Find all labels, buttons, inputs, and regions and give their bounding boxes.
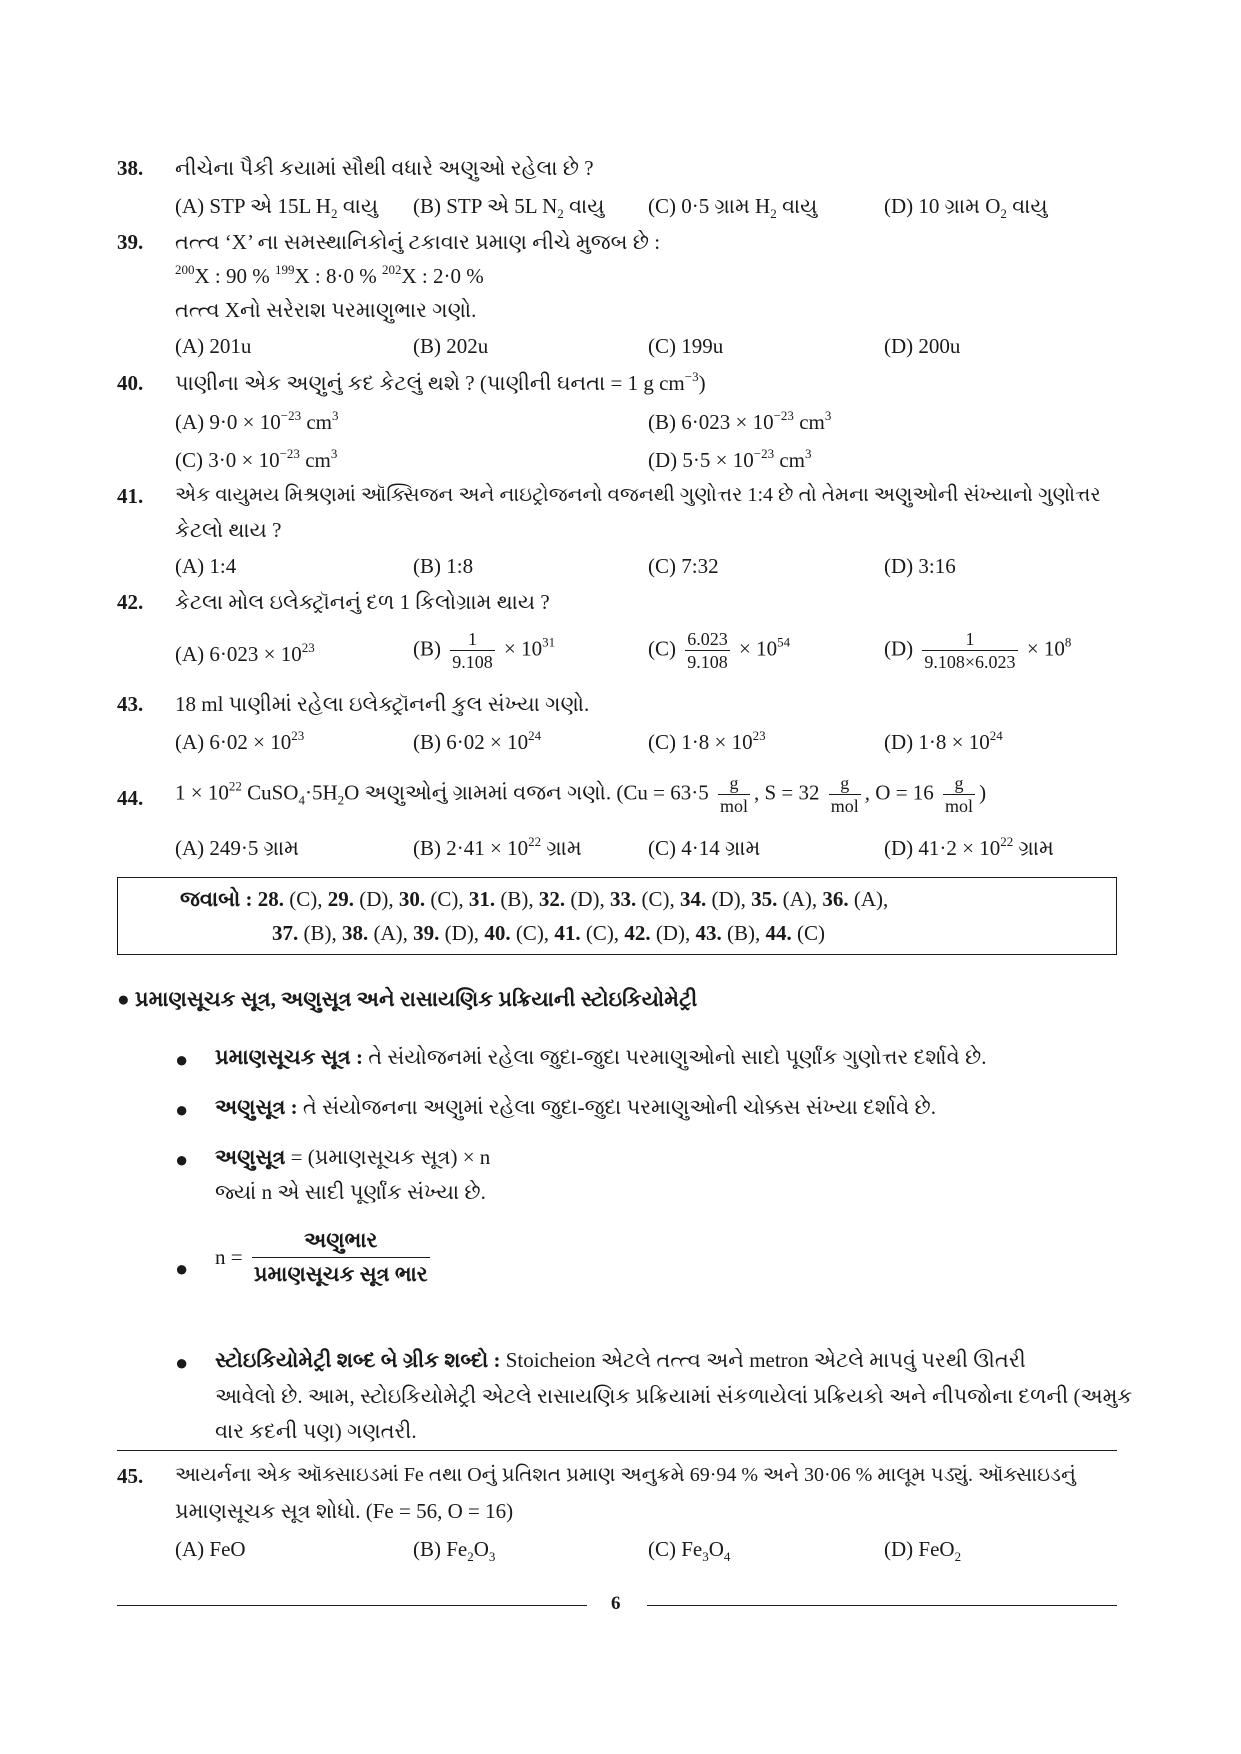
option-b: (B) $\frac{1}{9.108}$ × $10^{31}$	[413, 629, 556, 672]
answer-value: (A),	[373, 921, 408, 945]
unit-fraction: $\frac{g}{\text{mol}}$	[830, 773, 859, 816]
answer-number: 30.	[398, 887, 426, 911]
option-b: (B) $6\cdot 02 \times 10^{24}$	[413, 728, 542, 754]
option-d: (D) 200u	[884, 334, 961, 358]
option-a: (A) 201u	[175, 334, 252, 358]
option-c: (C) 0·5 ગ્રામ $H_2$ વાયુ	[648, 194, 818, 221]
question-text-line: પ્રમાણસૂચક સૂત્ર શોધો. (Fe = 56, O = 16)	[175, 1499, 514, 1523]
answer-number: 43.	[695, 921, 722, 945]
answer-number: 32.	[538, 887, 566, 911]
answer-value: (A),	[853, 887, 889, 911]
fraction: $\frac{6.023}{9.108}$	[687, 629, 728, 672]
question-text: તત્ત્વ ‘X’ ના સમસ્થાનિકોનું ટકાવાર પ્રમાણ નીચે મુજબ છે :	[175, 230, 661, 254]
bullet-icon: ●	[175, 1097, 189, 1122]
answer-number: 37.	[272, 921, 299, 945]
option-a: (A) $6\cdot 02 \times 10^{23}$	[175, 728, 305, 754]
answer-value: (C),	[585, 921, 620, 945]
bullet-icon: ●	[175, 1256, 189, 1281]
option-c: (C) $Fe_3O_4$	[648, 1537, 731, 1564]
answer-value: (B),	[500, 887, 534, 911]
question-text: કેટલા મોલ ઇલેક્ટ્રૉનનું દળ 1 કિલોગ્રામ થાય ?	[175, 590, 550, 614]
answer-value: (A),	[782, 887, 818, 911]
option-b: (B) 1:8	[413, 554, 474, 578]
option-a: (A) $6\cdot 023 \times 10^{23}$	[175, 640, 315, 666]
bullet-icon: ●	[175, 1350, 189, 1375]
answer-value: (D),	[570, 887, 605, 911]
option-b: (B) $2\cdot 41 \times 10^{22}$ ગ્રામ	[413, 834, 582, 860]
option-d: (D) $1\cdot 8 \times 10^{24}$	[884, 728, 1003, 754]
bullet-icon: ●	[175, 1047, 189, 1072]
answer-number: 42.	[624, 921, 651, 945]
answers-row-2	[272, 921, 825, 946]
answer-number: 44.	[765, 921, 792, 945]
answer-number: 33.	[610, 887, 637, 911]
answer-number: 39.	[413, 921, 440, 945]
option-c: (C) 4·14 ગ્રામ	[648, 836, 761, 860]
answer-number: 40.	[484, 921, 511, 945]
unit-fraction: $\frac{g}{\text{mol}}$	[945, 773, 974, 816]
answer-value: (C),	[289, 887, 323, 911]
section-heading: ● પ્રમાણસૂચક સૂત્ર, અણુસૂત્ર અને રાસાયણિક પ્રક્રિયાની સ્ટોઇકિયોમેટ્રી	[117, 987, 698, 1011]
answer-number: 35.	[751, 887, 778, 911]
question-text: નીચેના પૈકી કયામાં સૌથી વધારે અણુઓ રહેલા છે ?	[175, 156, 594, 180]
question-text-line: તત્ત્વ Xનો સરેરાશ પરમાણુભાર ગણો.	[175, 298, 477, 322]
answer-value: (C),	[641, 887, 675, 911]
option-a: (A) STP એ 15L $H_2$ વાયુ	[175, 194, 379, 221]
answer-value: (B),	[303, 921, 337, 945]
answer-value: (B),	[726, 921, 761, 945]
option-c: (C) $3\cdot 0 \times 10^{-23}$ $cm^3$	[175, 446, 338, 472]
option-b: (B) 202u	[413, 334, 489, 358]
answers-label: જવાબો :	[180, 887, 253, 911]
question-number: 43.	[117, 692, 144, 716]
option-a: (A) 1:4	[175, 554, 237, 578]
n-formula: n = $\frac{\text{અણુભાર}}{\text{પ્રમાણસૂચક સૂત્ર ભાર}}$	[215, 1228, 428, 1286]
question-text-line: કેટલો થાય ?	[175, 518, 282, 542]
answers-row-1	[180, 887, 888, 912]
definition-empirical-formula: પ્રમાણસૂચક સૂત્ર : તે સંયોજનમાં રહેલા જુદા-જુદા પરમાણુઓનો સાદો પૂર્ણાંક ગુણોત્તર દર્શાવે છે.	[215, 1045, 987, 1069]
option-b: (B) STP એ 5L $N_2$ વાયુ	[413, 194, 605, 221]
question-number: 42.	[117, 590, 144, 614]
section-divider	[117, 1450, 1117, 1451]
question-number: 39.	[117, 230, 144, 254]
answer-value: (C),	[430, 887, 464, 911]
option-d: (D) $41\cdot 2 \times 10^{22}$ ગ્રામ	[884, 834, 1054, 860]
unit-fraction: $\frac{g}{\text{mol}}$	[719, 773, 748, 816]
answer-value: (D),	[359, 887, 394, 911]
question-number: 45.	[117, 1464, 144, 1488]
formula-relation-note: જ્યાં n એ સાદી પૂર્ણાંક સંખ્યા છે.	[215, 1180, 486, 1204]
option-a: (A) $9\cdot 0 \times 10^{-23}$ $cm^3$	[175, 408, 339, 434]
option-c: (C) $1\cdot 8 \times 10^{23}$	[648, 728, 766, 754]
fraction: $\frac{1}{9.108\times 6.023}$	[924, 629, 1016, 672]
option-c: (C) 199u	[648, 334, 724, 358]
answer-number: 29.	[327, 887, 354, 911]
answer-number: 36.	[822, 887, 849, 911]
option-b: (B) $Fe_2O_3$	[413, 1537, 496, 1564]
footer-rule-left	[117, 1605, 587, 1606]
answer-number: 28.	[257, 887, 284, 911]
answer-value: (C),	[515, 921, 550, 945]
option-d: (D) 10 ગ્રામ $O_2$ વાયુ	[884, 194, 1048, 221]
fraction: $\frac{1}{9.108}$	[452, 629, 493, 672]
answer-number: 41.	[554, 921, 581, 945]
option-a: (A) FeO	[175, 1537, 246, 1561]
isotope-list: $^{200}$X : 90 % $^{199}$X : 8·0 % $^{202}$X : 2·0 %	[175, 262, 484, 288]
question-number: 40.	[117, 371, 144, 395]
question-number: 44.	[117, 786, 144, 810]
question-text: $1 \times 10^{22}$ $CuSO_4\cdot 5H_2O$ અણુઓનું ગ્રામમાં વજન ગણો. (Cu = 63·5 $\frac{g}{\text{mol}}$ , S = 32 $\frac{g}{\text{mol}}$ , O = 16 $\frac{g}{\text{mol}}$ )	[175, 773, 987, 816]
question-text: 18 ml પાણીમાં રહેલા ઇલેક્ટ્રૉનની કુલ સંખ્યા ગણો.	[175, 692, 590, 716]
answer-value: (D),	[655, 921, 691, 945]
option-d: (D) FeO$_2$	[884, 1537, 962, 1564]
footer-rule-right	[647, 1605, 1117, 1606]
question-text: એક વાયુમય મિશ્રણમાં ઑક્સિજન અને નાઇટ્રોજનનો વજનથી ગુણોત્તર 1:4 છે તો તેમના અણુઓની સંખ્યાનો ગુણોત્તર	[175, 484, 1101, 506]
question-number: 38.	[117, 156, 144, 180]
option-d: (D) $\frac{1}{9.108\times 6.023}$ × $10^8$	[884, 629, 1072, 672]
option-c: (C) $\frac{6.023}{9.108}$ × $10^{54}$	[648, 629, 791, 672]
option-d: (D) $5\cdot 5 \times 10^{-23}$ $cm^3$	[648, 446, 812, 472]
answer-number: 31.	[468, 887, 496, 911]
stoichiometry-definition: સ્ટોઇકિયોમેટ્રી શબ્દ બે ગ્રીક શબ્દો : Stoicheion એટલે તત્ત્વ અને metron એટલે માપવું પરથી ઊતરી	[215, 1348, 1026, 1372]
option-a: (A) 249·5 ગ્રામ	[175, 836, 299, 860]
n-fraction: $\frac{\text{અણુભાર}}{\text{પ્રમાણસૂચક સૂત્ર ભાર}}$	[253, 1228, 428, 1286]
stoichiometry-definition-line3: વાર કદની પણ) ગણતરી.	[215, 1419, 417, 1443]
answer-number: 38.	[342, 921, 369, 945]
bullet-icon: ●	[175, 1147, 189, 1172]
option-d: (D) 3:16	[884, 554, 956, 578]
answer-value: (C)	[796, 921, 825, 945]
stoichiometry-definition-line2: આવેલો છે. આમ, સ્ટોઇકિયોમેટ્રી એટલે રાસાયણિક પ્રક્રિયામાં સંકળાયેલાં પ્રક્રિયકો અને નીપજોના દળની (અમુક	[215, 1384, 1133, 1408]
question-text: આયર્નના એક ઑક્સાઇડમાં Fe તથા Oનું પ્રતિશત પ્રમાણ અનુક્રમે 69·94 % અને 30·06 % માલૂમ પડ્યું. ઑક્સાઇડનું	[175, 1464, 1076, 1486]
formula-relation: અણુસૂત્ર = (પ્રમાણસૂચક સૂત્ર) × n	[215, 1145, 491, 1169]
option-b: (B) $6\cdot 023 \times 10^{-23}$ $cm^3$	[648, 408, 832, 434]
question-text: પાણીના એક અણુનું કદ કેટલું થશે ? (પાણીની ઘનતા = 1 g $cm^{-3}$)	[175, 369, 706, 395]
question-number: 41.	[117, 484, 144, 508]
answer-value: (D),	[711, 887, 746, 911]
answer-value: (D),	[444, 921, 480, 945]
page-number: 6	[611, 1593, 621, 1614]
answer-number: 34.	[680, 887, 707, 911]
option-c: (C) 7:32	[648, 554, 719, 578]
definition-molecular-formula: અણુસૂત્ર : તે સંયોજનના અણુમાં રહેલા જુદા-જુદા પરમાણુઓની ચોક્કસ સંખ્યા દર્શાવે છે.	[215, 1095, 936, 1119]
